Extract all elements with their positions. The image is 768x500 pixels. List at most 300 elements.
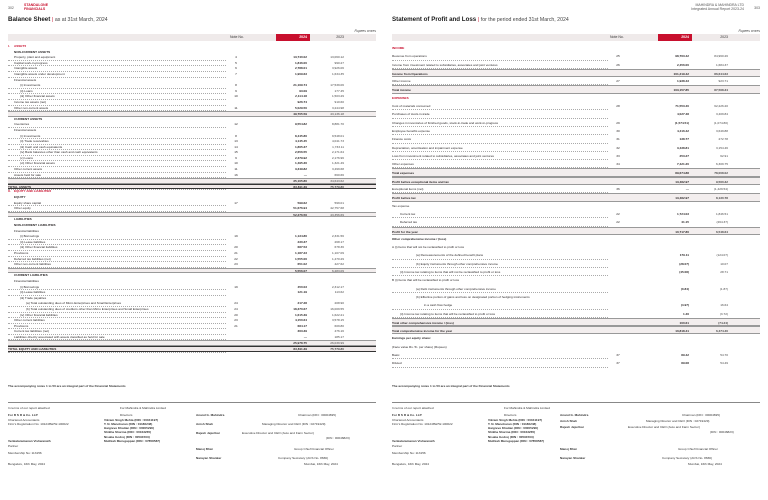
row-label: Profit for the year [392,229,418,234]
value-2023: 84,960.26 [714,54,728,59]
table-row [392,177,760,185]
row-label: Employee benefits expense [392,128,431,133]
col-note-header: Note No. [230,35,244,39]
row-label: (i) Borrowings [20,234,40,239]
row-label: (v) Loans [20,155,33,160]
value-2024: 3,349.82 [294,167,307,172]
row-label: Loss from investment related to subsidiaries, associates and joint ventures [392,153,494,158]
value-2024: 21,169.74 [293,83,307,88]
value-2023: 6,548.64 [715,229,728,234]
row-label: I. [8,44,10,48]
note-number: 10 [234,161,238,166]
value-2023: 910.60 [334,99,344,104]
md-name: Anish Shah [196,422,214,426]
value-2023: 476.16 [334,329,344,334]
row-label: CURRENT ASSETS [14,116,43,121]
value-2024: 217.28 [297,301,307,306]
value-2023: 4,041.73 [331,139,344,144]
value-2023: 3,499.68 [331,167,344,172]
row-label: (iii) Trade payables [20,295,47,300]
table-row [392,102,760,110]
row-label: (a) Total outstanding dues of Micro Enterprises and Small Enterprises [26,301,122,306]
row-label: (ii) Income tax relating to items that will not be reclassified to profit or loss [400,270,501,275]
row-label: Exceptional items (net) [392,187,424,192]
auditor-firm: For B S R & Co. LLP [8,413,38,417]
note-number: 30 [616,128,620,133]
row-label: (b) Equity instruments through other comprehensive income [416,261,499,266]
value-2023: 43,356.69 [330,212,344,217]
value-2023: 75,779.80 [330,184,344,189]
row-label: Finance costs [392,137,412,142]
row-label: (ii) Lease liabilities [20,239,46,244]
value-2024: 1,909.63 [294,71,307,76]
value-2024: 5,556.07 [294,268,307,273]
note-number: 24 [234,306,238,311]
table-row [392,168,760,176]
value-2024: 51,676.94 [293,206,307,211]
value-2023: 6,474.40 [715,329,728,334]
value-2024: 2,456.00 [676,62,689,67]
table-row [392,235,760,243]
value-2024: 599.62 [297,200,307,205]
value-2024: 4,416.42 [676,128,689,133]
row-label: Other non-current assets [14,105,49,110]
row-label: II. [8,189,11,194]
col-2023-header: 2023 [720,35,728,39]
table-row [392,44,760,52]
row-label: B (i) Items that will be reclassified to profit or loss [392,278,460,283]
profit-loss-table [392,44,760,368]
col-2023-header: 2023 [336,35,344,39]
row-label: (i) Investments [20,133,41,138]
note-number: 12 [234,122,238,127]
table-row [8,346,376,352]
table-row [392,110,760,118]
value-2024: 1,938.43 [676,79,689,84]
director-name: Shikha Sharma (DIN : 00043265) [488,430,536,435]
director-name: T. N. Manoharan (DIN : 01186248) [488,421,537,426]
value-2024: 83,811.39 [293,184,307,189]
place-date: Bengaluru, 16th May, 2024 [392,462,429,466]
value-2024: 13,482.97 [675,196,689,201]
page-number: 302 [8,6,14,10]
note-number: 26 [616,62,620,67]
value-2024: 101,219.42 [673,71,689,76]
table-row [392,77,760,85]
value-2024: 2,656.55 [294,150,307,155]
cfo-name: Manoj Bhat [196,447,213,451]
row-label: Income tax assets (net) [14,99,47,104]
row-label: (iv) Other financial liabilities [20,312,58,317]
note-number: 16 [234,172,238,177]
value-2023: 16.64 [720,303,728,308]
cs-name: Narayan Shankar [560,456,586,460]
table-row [392,61,760,69]
table-row [392,218,760,226]
value-2024: 52,276.56 [293,212,307,217]
md-role: Managing Director and CEO (DIN : 02719429) [646,419,710,423]
table-row [392,334,760,342]
note-number: 32 [616,145,620,150]
table-row [392,293,760,301]
value-2024: 89,674.88 [675,171,689,176]
row-label: (a) Remeasurements of the defined benefit plans [416,253,484,258]
row-label: (b) Total outstanding dues of creditors other than Micro Enterprises and Small Enterprises [26,306,149,311]
value-2024: 98,763.42 [675,54,689,59]
directors-list [104,418,160,444]
firm-registration: Firm's Registration No: 101248W/W-100022 [392,422,453,426]
value-2024: 103,157.85 [673,88,689,93]
partner-role: Partner [392,443,403,448]
value-2024: 93.09 [299,88,307,93]
cfo-name: Manoj Bhat [560,447,577,451]
value-2023: 177.45 [334,88,344,93]
note-number: 28 [616,104,620,109]
col-note-header: Note No. [610,35,624,39]
currency-note: Rupees crores [738,29,760,33]
row-label: Purchases of stock-in-trade [392,112,430,117]
row-label: CURRENT LIABILITIES [14,273,48,278]
value-2023: 268.17 [334,239,344,244]
row-label: Financial liabilities [14,278,39,283]
table-row [392,243,760,251]
page-title: Statement of Profit and Loss | for the period ended 31st March, 2024 [392,16,569,23]
row-label: Intangible assets under development [14,71,65,76]
value-2023: 1,107.09 [331,250,344,255]
table-row [392,351,760,359]
value-2023: 42,757.68 [330,206,344,211]
value-2023: (1,074.80) [713,120,728,125]
partner-name: Venkataramanan Vishwanath [8,439,51,443]
note-number: 14 [234,144,238,149]
value-2024: 450.03 [297,284,307,289]
note-number: 20 [234,245,238,250]
value-2023: 609.80 [334,323,344,328]
value-2023: 3,244.98 [331,105,344,110]
cs-role: Company Secretary (ACS No. 8666) [662,456,713,460]
value-2024: 4,150.64 [294,318,307,323]
value-2024: 1,134.86 [294,234,307,239]
note-number: 7 [235,71,237,76]
director-name: Muthiah Murugappan (DIN : 07858587) [488,438,545,443]
value-2024: 1,846.00 [294,60,307,65]
row-label: (vi) Other financial assets [20,161,55,166]
value-2023: (3.72) [719,311,728,316]
table-row [392,152,760,160]
value-2023: 3,409.84 [715,112,728,117]
row-label: A (i) Items that will not be reclassified to profit or loss [392,245,465,250]
row-label: Equity share capital [14,200,41,205]
directors-label: Directors [120,413,133,417]
value-2024: (1,574.51) [674,120,689,125]
table-row [392,119,760,127]
row-label: Other income [392,79,411,84]
row-label: Other equity [14,206,31,211]
value-2024: 49,705.59 [293,112,307,117]
note-number: 9 [235,88,237,93]
value-2023: 113.62 [334,290,344,295]
value-2023: 1,684.37 [715,62,728,67]
value-2023: (74.24) [718,320,728,325]
row-label: (ii) Loans [20,88,33,93]
chairman-role: Chairman (DIN : 00004695) [682,413,721,417]
note-number: 25 [616,54,620,59]
value-2023: 10.07 [720,261,728,266]
value-2023: 3,649.88 [715,128,728,133]
row-label: Tax expense [392,203,410,208]
value-2023: 62.91 [720,153,728,158]
table-row [392,343,760,351]
value-2023: 1,733.11 [332,144,344,149]
row-label: Earnings per equity share: [392,336,432,341]
value-2023: 185.17 [334,334,344,339]
footer-note-text: The accompanying notes 1 to 50 are an integral part of the Financial Statements [8,384,126,388]
value-2023: 678.36 [334,245,344,250]
value-2024: — [303,334,307,339]
value-2024: 179.11 [679,253,689,258]
note-number: 23 [234,262,238,267]
membership-no: Membership No: 113156 [392,451,426,455]
note-number: 34 [616,162,620,167]
value-2024: 1,555.06 [294,256,307,261]
signature-block [8,402,376,500]
membership-no: Membership No: 113156 [8,451,42,455]
note-number: 10 [234,94,238,99]
value-2024: — [685,187,689,192]
value-2023: 990.27 [334,60,344,65]
table-row [392,69,760,77]
note-number: 21 [234,323,238,328]
row-label: (ii) Income tax relating to items that will be reclassified to profit or loss [400,311,496,316]
row-label: Revenue from operations [392,54,427,59]
row-label: NON-CURRENT LIABILITIES [14,223,56,227]
value-2024: (0.84) [680,286,689,291]
profit-loss-page [384,0,768,500]
value-2024: 71,553.40 [675,104,689,109]
report-label: MAHINDRA & MAHINDRA LTD Integrated Annual Report 2023-24 [691,3,744,11]
row-label: Other current assets [14,167,43,172]
value-2023: 54.49 [720,361,728,366]
page-number: 303 [754,6,760,10]
value-2023: 2,331.56 [331,234,344,239]
row-label: (b) Effective portion of gains and loss on designated portion of hedging instruments [416,294,530,299]
place-date: Bengaluru, 16th May, 2024 [8,462,45,466]
row-label: Property, plant and equipment [14,55,56,60]
ed-role: Executive Director and CEO (Auto and Farm Sector) [628,425,700,429]
value-2023: 17,539.06 [330,83,344,88]
title-main: Statement of Profit and Loss [392,16,477,23]
director-name: T. N. Manoharan (DIN : 01186248) [104,421,153,426]
value-2024: 2,114.18 [295,94,307,99]
value-2023: 9,560.32 [715,179,728,184]
value-2023: 8,881.70 [331,122,344,127]
note-number: 8 [235,133,237,138]
for-company: For Mahindra & Mahindra Limited [504,406,550,410]
value-2024: 35,105.80 [293,179,307,184]
directors-list [488,418,544,444]
note-number: 37 [616,352,620,357]
firm-registration: Firm's Registration No: 101248W/W-100022 [8,422,69,426]
director-name: Haigreve Khaitan (DIN : 00005290) [104,426,155,431]
row-label: (ii) Lease liabilities [20,290,46,295]
value-2023: 1,503.29 [331,94,344,99]
value-2023: 1,846.51 [715,211,728,216]
row-label: (iii) Cash and cash equivalents [20,144,63,149]
value-2023: 54.70 [720,352,728,357]
director-name: Muthiah Murugappan (DIN : 07858587) [104,438,161,443]
note-number: 29 [616,120,620,125]
value-2023: 1,634.35 [331,71,344,76]
row-label: Current tax [400,211,416,216]
director-name: Vikram Singh Mehta (DIN : 00041197) [488,417,543,422]
value-2023: 62,226.20 [714,104,728,109]
row-label: TOTAL ASSETS [8,184,32,189]
value-2023: 2,176.96 [331,155,344,160]
note-number: 15 [234,150,238,155]
value-2024: 10,717.80 [675,229,689,234]
row-label: Diluted [392,361,402,366]
table-row [392,85,760,93]
note-number: 17 [234,200,238,205]
director-name: Nisaba Godrej (DIN : 00591503) [104,434,150,439]
value-2024: 687.53 [297,245,307,250]
company-place-date: Mumbai, 16th May, 2024 [688,462,722,466]
director-name: Nisaba Godrej (DIN : 00591503) [488,434,534,439]
value-2024: (28.07) [679,261,689,266]
signature-block [392,402,760,500]
chairman-role: Chairman (DIN : 00004695) [298,413,337,417]
value-2023: 26,039.99 [330,341,344,346]
section-label: STANDALONE FINANCIALS [24,3,49,11]
table-header [8,34,376,41]
value-2024: 5,029.50 [294,105,307,110]
table-row [392,260,760,268]
table-row [392,94,760,102]
note-number: 20 [234,312,238,317]
table-row [392,210,760,218]
table-row [392,285,760,293]
value-2024: (45.08) [679,270,689,275]
md-role: Managing Director and CEO (DIN : 02719429) [262,422,326,426]
row-label: Liabilities directly associated with assets classified as held for sale [14,334,105,339]
note-number: 19 [234,284,238,289]
value-2024: 4,145.45 [294,139,307,144]
value-2024: 1.46 [682,311,689,316]
row-label: Inventories [14,122,30,127]
value-2023: 6,309.75 [715,162,728,167]
row-label: LIABILITIES [14,217,32,222]
row-label: Cost of materials consumed [392,104,431,109]
table-header [392,34,760,41]
table-row [392,359,760,367]
note-number: 6 [235,66,237,71]
cs-name: Narayan Shankar [196,456,222,460]
value-2023: (124.07) [716,253,728,258]
note-number: 31 [616,137,620,142]
row-label: Income from investment related to subsidiaries, associates and joint ventures [392,62,498,67]
value-2024: 253.27 [679,153,689,158]
table-row [392,310,760,318]
page-title: Balance Sheet | as at 31st March, 2024 [8,16,108,23]
table-row [392,227,760,235]
row-label: Provisions [14,323,29,328]
table-row [392,251,760,259]
cfo-role: Group Chief Financial Officer [678,447,718,451]
value-2024: 4,027.48 [676,112,689,117]
director-name: Vikram Singh Mehta (DIN : 00041197) [104,417,159,422]
section-heading: EQUITY AND LIABILITIES [14,189,52,194]
value-2023: 1,321.49 [331,161,344,166]
row-label: Financial liabilities [14,228,39,233]
row-label: (i) Investments [20,83,41,88]
table-row [392,268,760,276]
row-label: Other comprehensive income / (loss) [392,236,447,241]
value-2024: 2,788.01 [294,66,307,71]
value-2024: 926.74 [297,99,307,104]
row-label: NON-CURRENT ASSETS [14,49,51,54]
cfo-role: Group Chief Financial Officer [294,447,334,451]
row-label: Intangible assets [14,66,38,71]
note-number: 11 [234,105,238,110]
director-name: Haigreve Khaitan (DIN : 00005290) [488,426,539,431]
table-row [392,276,760,284]
value-2023: 2,312.17 [331,284,344,289]
row-label: (iii) Other financial liabilities [20,245,58,250]
value-2023: 43,136.18 [330,112,344,117]
value-2024: 1,724.03 [676,211,689,216]
auditor-type: Chartered Accountants [8,417,40,422]
value-2024: 2,379.92 [294,155,307,160]
note-number: 13 [234,139,238,144]
note-number: 22 [234,256,238,261]
value-2023: 923.71 [718,79,728,84]
row-label: Income from Operations [392,71,428,76]
row-label: (Face value Rs. 5/- per share) (Rupees) [392,344,447,349]
value-2024: 1,495.36 [294,161,307,166]
footer-note [8,384,376,388]
chairman-name: Anand G. Mahindra [196,413,225,417]
value-2023: (1.87) [719,286,728,291]
balance-sheet-table [8,44,376,352]
title-sub: as at 31st March, 2024 [54,17,108,23]
value-2023: (264.37) [716,220,728,225]
value-2024: 9,554.82 [294,122,307,127]
table-row [392,135,760,143]
table-row [392,301,760,309]
note-number: 22 [616,211,620,216]
row-label: (iv) Bank balances other than cash and cash equivalents [20,150,98,155]
table-row [392,144,760,152]
value-2024: 230.37 [297,239,307,244]
row-label: Financial assets [14,77,37,82]
row-label: Profit before tax [392,196,416,201]
value-2023: 2,171.64 [331,150,344,155]
table-row [392,202,760,210]
page-header [392,4,760,12]
currency-note: Rupees crores [354,29,376,33]
value-2023: 1,622.21 [331,312,344,317]
note-number: 24 [234,301,238,306]
ed-name: Rajesh Jejurikar [560,425,584,429]
row-label: Other current liabilities [14,318,45,323]
value-2024: — [303,172,307,177]
row-label: Total comprehensive income for the year [392,329,453,334]
value-2023: 9,548.01 [331,133,344,138]
section-heading: ASSETS [14,44,27,48]
value-2024: 121.19 [297,290,307,295]
row-label: in a cash flow hedge [424,303,453,308]
value-2023: 3,926.06 [331,66,344,71]
